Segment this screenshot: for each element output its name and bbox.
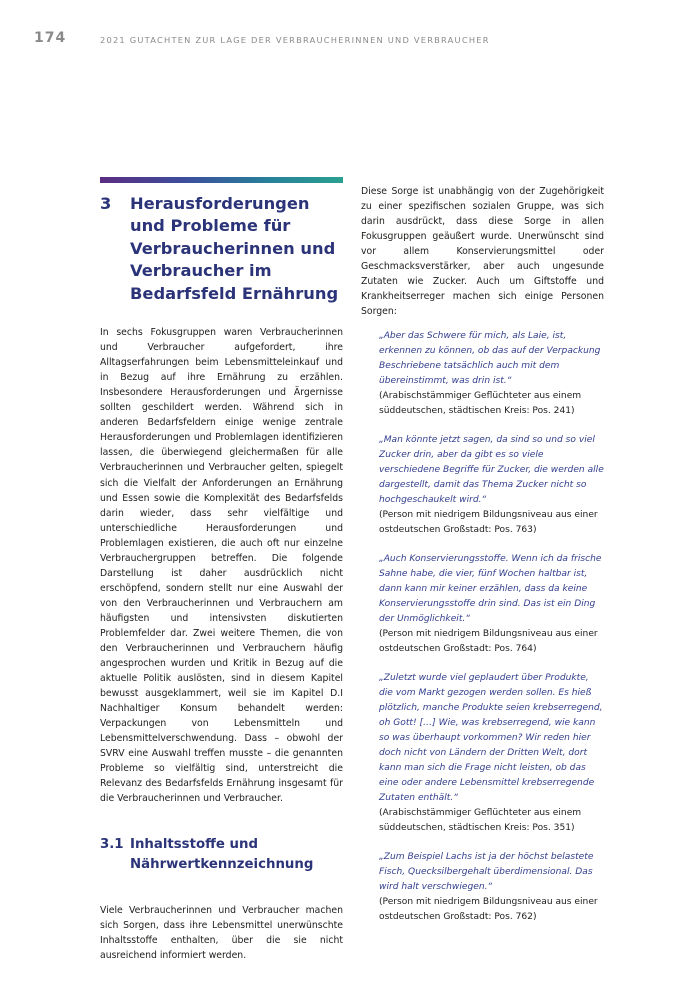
left-column xyxy=(100,193,343,963)
section-paragraph: Viele Verbraucherinnen und Verbraucher machen sich Sorgen, dass ihre Lebensmittel unerwünschte Inhaltsstoffe enthalten, über die sie nicht ausreichend informiert werden. xyxy=(100,904,343,961)
quote-source: (Arabischstämmiger Geflüchteter aus einem süddeutschen, städtischen Kreis: Pos. 241) xyxy=(379,391,582,417)
quote-source: (Person mit niedrigem Bildungsniveau aus einer ostdeutschen Großstadt: Pos. 763) xyxy=(379,510,598,536)
quote-source: (Person mit niedrigem Bildungsniveau aus einer ostdeutschen Großstadt: Pos. 762) xyxy=(379,897,598,923)
section-number: 3.1 xyxy=(100,836,124,852)
quote-text: „Auch Konservierungsstoffe. Wenn ich da frische Sahne habe, die vier, fünf Wochen haltbar ist, dann kann mir keiner erzählen, dass da keine Konservierungsstoffe drin sind. Das ist ein Ding der Unmöglichkeit.“ xyxy=(379,554,602,625)
chapter-intro-paragraph: In sechs Fokusgruppen waren Verbraucherinnen und Verbraucher aufgefordert, ihre Alltagserfahrungen beim Lebensmitteleinkauf und in Bezug auf ihre Ernährung zu erzählen. Insbesondere Herausforderungen und Ärgernisse sollten geschildert werden. Während sich in anderen Bedarfsfeldern einige wenige zentrale Herausforderungen und Problemlagen identifizieren lassen, die überwiegend gleichermaßen für alle Verbraucherinnen und Verbraucher gelten, spiegelt sich die Vielfalt der Anforderungen an Ernährung und Essen sowie die Komplexität des Bedarfsfelds darin wieder, dass sehr vielfältige und unterschiedliche Herausforderungen und Problemlagen existieren, die auch oft nur einzelne Verbrauchergruppen betreffen. Die folgende Darstellung ist daher ausdrücklich nicht erschöpfend, sondern stellt nur eine Auswahl der von den Verbraucherinnen und Verbrauchern am häufigsten und intensivsten diskutierten Problemfelder dar. Zwei weitere Themen, die von den Verbraucherinnen und Verbrauchern häufig angesprochen wurden und Kritik in Bezug auf die aktuelle Politik auslösten, sind in diesem Kapitel bewusst ausgeklammert, weil sie im Kapitel D.I Nachhaltiger Konsum behandelt werden: Verpackungen von Lebensmitteln und Lebensmittelverschwendung. Dass – obwohl der SVRV eine Auswahl treffen musste – die genannten Probleme so vielfältig sind, unterstreicht die Relevanz des Bedarfsfelds Ernährung insgesamt für die Verbraucherinnen und Verbraucher. xyxy=(100,327,343,805)
quote-block xyxy=(379,329,604,419)
quote-block xyxy=(379,671,604,836)
right-intro-paragraph: Diese Sorge ist unabhängig von der Zugehörigkeit zu einer spezifischen sozialen Gruppe, was sich darin ausdrückt, dass diese Sorge in allen Fokusgruppen geäußert wurde. Unerwünscht sind vor allem Konservierungsmittel oder Geschmacksverstärker, aber auch ungesunde Zutaten wie Zucker. Auch um Giftstoffe und Krankheitserreger machen sich einige Personen Sorgen: xyxy=(361,186,604,318)
page-number: 174 xyxy=(34,30,67,46)
quote-text: „Zuletzt wurde viel geplaudert über Produkte, die vom Markt gezogen werden sollen. Es hieß plötzlich, manche Produkte seien krebserregend, oh Gott! […] Wie, was krebserregend, wie kann so was überhaupt vorkommen? Wir reden hier doch nicht von Ländern der Dritten Welt, dort kann man sich die Frage nicht leisten, ob das eine oder andere Lebensmittel krebserregende Zutaten enthält.“ xyxy=(379,673,603,804)
quote-block xyxy=(379,552,604,657)
right-column xyxy=(361,184,604,939)
chapter-number: 3 xyxy=(100,194,112,213)
running-header: 2021 GUTACHTEN ZUR LAGE DER VERBRAUCHERINNEN UND VERBRAUCHER xyxy=(100,35,490,45)
quote-text: „Aber das Schwere für mich, als Laie, ist, erkennen zu können, ob das auf der Verpackung Beschriebene tatsächlich auch mit dem übereinstimmt, was drin ist.“ xyxy=(379,331,601,387)
quote-source: (Arabischstämmiger Geflüchteter aus einem süddeutschen, städtischen Kreis: Pos. 351) xyxy=(379,808,582,834)
quote-list xyxy=(379,329,604,925)
chapter-heading xyxy=(100,193,343,305)
chapter-title: Herausforderungen und Probleme für Verbraucherinnen und Verbraucher im Bedarfsfeld Ernährung xyxy=(130,194,339,303)
quote-source: (Person mit niedrigem Bildungsniveau aus einer ostdeutschen Großstadt: Pos. 764) xyxy=(379,629,598,655)
quote-text: „Man könnte jetzt sagen, da sind so und so viel Zucker drin, aber da gibt es so viele verschiedene Begriffe für Zucker, die werden alle dargestellt, damit das Thema Zucker nicht so hochgeschaukelt wird.“ xyxy=(379,435,604,506)
section-heading xyxy=(100,835,343,875)
section-title: Inhaltsstoffe und Nährwertkennzeichnung xyxy=(130,836,314,872)
quote-text: „Zum Beispiel Lachs ist ja der höchst belastete Fisch, Quecksilbergehalt überdimensional. Das wird halt verschwiegen.“ xyxy=(379,852,594,893)
chapter-accent-bar xyxy=(100,177,343,183)
quote-block xyxy=(379,433,604,538)
quote-block xyxy=(379,850,604,925)
